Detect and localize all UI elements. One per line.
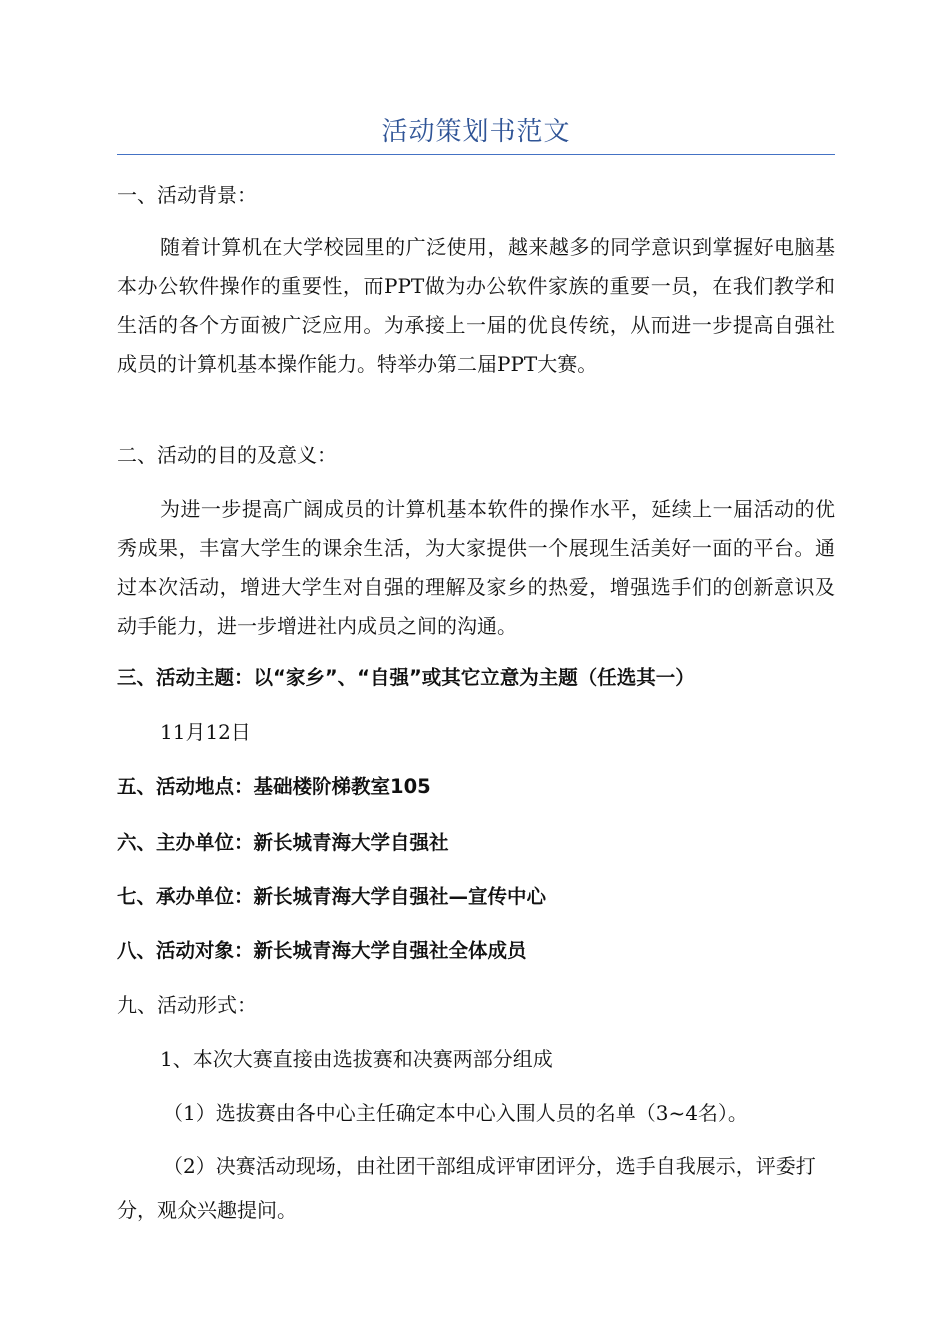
format-item-1: 1、本次大赛直接由选拔赛和决赛两部分组成 [160, 1047, 553, 1071]
audience-line: 八、活动对象：新长城青海大学自强社全体成员 [117, 939, 527, 962]
purpose-paragraph: 为进一步提高广阔成员的计算机基本软件的操作水平，延续上一届活动的优秀成果，丰富大学生的课余生活，为大家提供一个展现生活美好一面的平台。通过本次活动，增进大学生对自强的理解及家乡的热爱，增强选手们的创新意识及动手能力，进一步增进社内成员之间的沟通。 [117, 497, 835, 638]
theme-line: 三、活动主题：以“家乡”、“自强”或其它立意为主题（任选其一） [117, 666, 695, 689]
title-underline [117, 154, 835, 155]
background-heading: 一、活动背景： [117, 183, 257, 207]
organizer-line: 七、承办单位：新长城青海大学自强社—宣传中心 [117, 885, 547, 908]
date-line: 11月12日 [160, 720, 251, 744]
format-heading: 九、活动形式： [117, 993, 257, 1017]
format-item-1-sub-2: （2）决赛活动现场，由社团干部组成评审团评分，选手自我展示，评委打分，观众兴趣提问。 [117, 1154, 816, 1222]
host-line: 六、主办单位：新长城青海大学自强社 [117, 831, 449, 854]
format-item-1-sub-1: （1）选拔赛由各中心主任确定本中心入围人员的名单（3~4名）。 [163, 1101, 748, 1125]
purpose-heading: 二、活动的目的及意义： [117, 443, 337, 467]
background-paragraph: 随着计算机在大学校园里的广泛使用，越来越多的同学意识到掌握好电脑基本办公软件操作的重要性，而PPT做为办公软件家族的重要一员，在我们教学和生活的各个方面被广泛应用。为承接上一届的优良传统，从而进一步提高自强社成员的计算机基本操作能力。特举办第二届PPT大赛。 [117, 235, 835, 376]
document-title: 活动策划书范文 [381, 117, 571, 147]
location-line: 五、活动地点：基础楼阶梯教室105 [117, 775, 431, 798]
